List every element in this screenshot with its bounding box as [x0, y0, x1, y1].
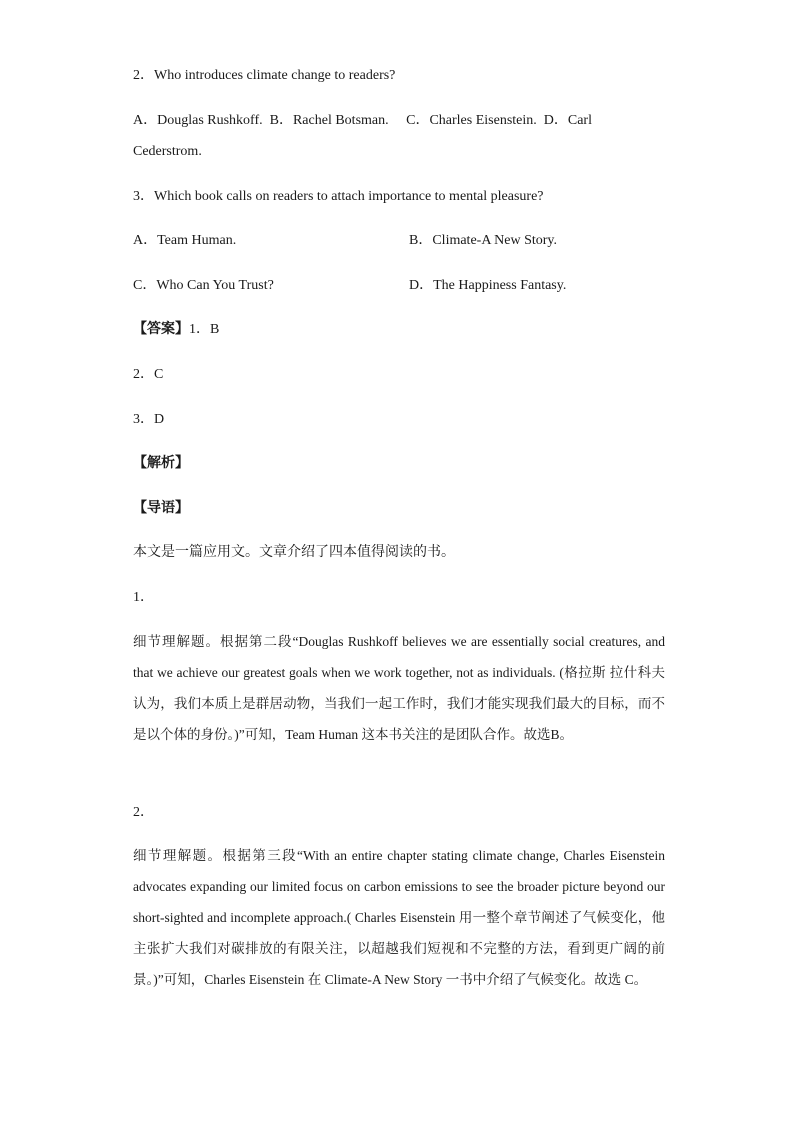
answer-2: 2．C [133, 367, 164, 382]
analysis-item-1-number: 1． [133, 590, 154, 605]
analysis-label: 【解析】 [133, 456, 189, 471]
question-2-options-wrap: Cederstrom. [133, 144, 202, 159]
analysis-item-2-number: 2． [133, 805, 154, 820]
intro-label: 【导语】 [133, 501, 189, 516]
question-3-stem: 3．Which book calls on readers to attach importance to mental pleasure? [133, 189, 544, 204]
question-2-stem: 2．Who introduces climate change to readers? [133, 68, 396, 83]
answer-1: 1．B [189, 322, 220, 337]
answer-row [133, 320, 219, 340]
question-2-options: A．Douglas Rushkoff. B．Rachel Botsman. C．Charles Eisenstein. D．Carl [133, 113, 592, 128]
answer-label: 【答案】 [133, 322, 189, 337]
analysis-item-2-text: 细节理解题。根据第三段“With an entire chapter stating climate change, Charles Eisenstein advocates expanding our limited focus on carbon emissions to see the broader picture beyond our short-sighted and incomplete approach.( Charles Eisenstein 用一整个章节阐述了气候变化，他主张扩大我们对碳排放的有限关注，以超越我们短视和不完整的方法，看到更广阔的前景。)”可知，Charles Eisenstein 在 Climate-A New Story 一书中介绍了气候变化。故选 C。 [133, 848, 665, 987]
question-3-option-c: C．Who Can You Trust? [133, 278, 274, 293]
question-3-option-a: A．Team Human. [133, 233, 237, 248]
question-3-option-d: D．The Happiness Fantasy. [409, 278, 567, 293]
answer-3: 3．D [133, 412, 165, 427]
intro-text: 本文是一篇应用文。文章介绍了四本值得阅读的书。 [133, 545, 455, 560]
question-3-option-b: B．Climate-A New Story. [409, 233, 558, 248]
analysis-item-1-text: 细节理解题。根据第二段“Douglas Rushkoff believes we are essentially social creatures, and that we achieve our greatest goals when we work together, not as individuals. (格拉斯 拉什科夫认为，我们本质上是群居动物，当我们一起工作时，我们才能实现我们最大的目标，而不是以个体的身份。)”可知，Team Human 这本书关注的是团队合作。故选B。 [133, 634, 665, 742]
